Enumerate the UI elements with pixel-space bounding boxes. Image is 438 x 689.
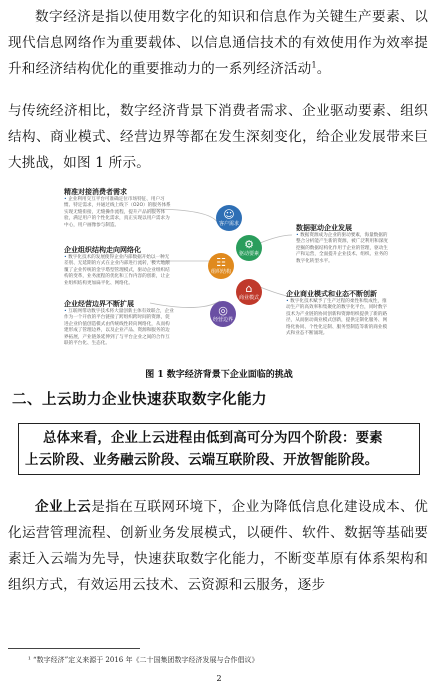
summary-box [18, 423, 420, 475]
figure-caption: 图 1 数字经济背景下企业面临的挑战 [145, 370, 293, 380]
para3-text: 是指在互联网环境下，企业为降低信息化建设成本、优化运营管理流程、创新业务发展模式，以硬件、软件、数据等基础要素迁入云端为先导，快速获取数字化能力，不断变革原有体系架构和组织方式，有效运用云技术、云资源和云服务，逐步 [8, 499, 428, 593]
para1-text: 数字经济是指以使用数字化的知识和信息作为关键生产要素、以现代信息网络作为重要载体、以信息通信技术的有效使用作为效率提升和经济结构优化的重要推动力的一系列经济活动 [8, 9, 428, 77]
para1-end: 。 [316, 61, 331, 77]
block-body-data [296, 233, 388, 265]
block-title-boundary: 企业经营边界不断扩展 [64, 300, 134, 308]
footnote: ¹ “数字经济”定义来源于 2016 年《二十国集团数字经济发展与合作倡议》 [28, 656, 259, 664]
icon-label: 经营边界 [212, 317, 233, 323]
customer-icon: ☺ 客户需求 [216, 205, 242, 231]
block-body-business [286, 299, 388, 337]
page-number: 2 [216, 674, 222, 683]
paragraph-digital-economy-definition [8, 4, 428, 82]
figure-challenges-diagram [60, 183, 390, 365]
bullet: • 数字化技术赋予了生产过程的柔性和集成性，推动生产的高效率和集聚化的数字化平台，同时数字技术为产业链的协同创新和资源组织提供了新的路径，从而驱动商业模式创新，提供定制化服务、网络化协同、个性化定制、服务型制造等新的商业模式和业态不断涌现。 [286, 299, 388, 337]
footnote-marker: 1 [311, 60, 317, 70]
footnote-divider [8, 648, 140, 649]
block-title-org: 企业组织结构走向网络化 [64, 246, 141, 254]
block-body-boundary [64, 309, 174, 347]
block-title-consumer: 精准对接消费者需求 [64, 188, 127, 196]
boundary-icon: ◎ 经营边界 [210, 301, 236, 327]
icon-label: 客户需求 [218, 221, 239, 227]
store-icon: ⌂ 商业模式 [236, 279, 262, 305]
icon-label: 驱动要素 [238, 251, 259, 257]
bullet: • 互联网带动数字技术将大量创新主体有效联合，企业作为一个开放的平台链接了跨组织跨时间的资源，促进企业价值创造模式由传统线性转向网络化，从而构建形成了管理边界，以及企业产品、资源和服务的边界拓展，产业链条延伸到了与平台企业之间的合作互联的平台化、生态化。 [64, 309, 174, 347]
block-body-org [64, 255, 172, 287]
block-body-consumer [64, 197, 172, 229]
paragraph-enterprise-cloud [8, 494, 428, 598]
icon-label: 商业模式 [238, 295, 259, 301]
gear-icon: ⚙ 驱动要素 [236, 235, 262, 261]
icon-label: 组织结构 [210, 269, 231, 275]
bullet: • 数字化技术的发展使得企业内部数据开始以一种无差别、无延期的方式在企业内部进行流转，极大地颠覆了企业传统的金字塔型管理模式，驱动企业组织结构的变革，业务流程的优化和工作内容的创新，让企业组织结构更加扁平化、网络化。 [64, 255, 172, 287]
block-title-business: 企业商业模式和业态不断创新 [286, 290, 377, 298]
org-chart-icon: ☷ 组织结构 [208, 253, 234, 279]
bullet: • 企业利用交互平台可准确定位市场特征、用户习惯、特定需求，并通过线上线下（O2O）的服务体系实现无缝衔接，无缝操作流程，提升产品的服务体验，满足用户的个性化需求，真正实现以用户需求为中心，用户画像参与制造。 [64, 197, 172, 229]
term-enterprise-cloud: 企业上云 [35, 499, 92, 515]
paragraph-challenges: 与传统经济相比，数字经济背景下消费者需求、企业驱动要素、组织结构、商业模式、经营边界等都在发生深刻变化，给企业发展带来巨大挑战，如图 1 所示。 [8, 103, 428, 171]
block-title-data: 数据驱动企业发展 [296, 224, 352, 232]
bullet: • 数据资源成为企业的驱动要素，海量数据的整合分析能产生新的资源，被广泛利用和深度挖掘的数据结构化作用于企业的管理，驱动生产和运营，全面提升企业技术、组织、业务的数字化转型水平。 [296, 233, 388, 265]
section-heading: 二、上云助力企业快速获取数字化能力 [12, 392, 267, 408]
summary-line-2: 上云阶段、业务融云阶段、云端互联阶段、开放智能阶段。 [25, 452, 379, 468]
summary-line-1: 总体来看，企业上云进程由低到高可分为四个阶段：要素 [43, 430, 383, 446]
